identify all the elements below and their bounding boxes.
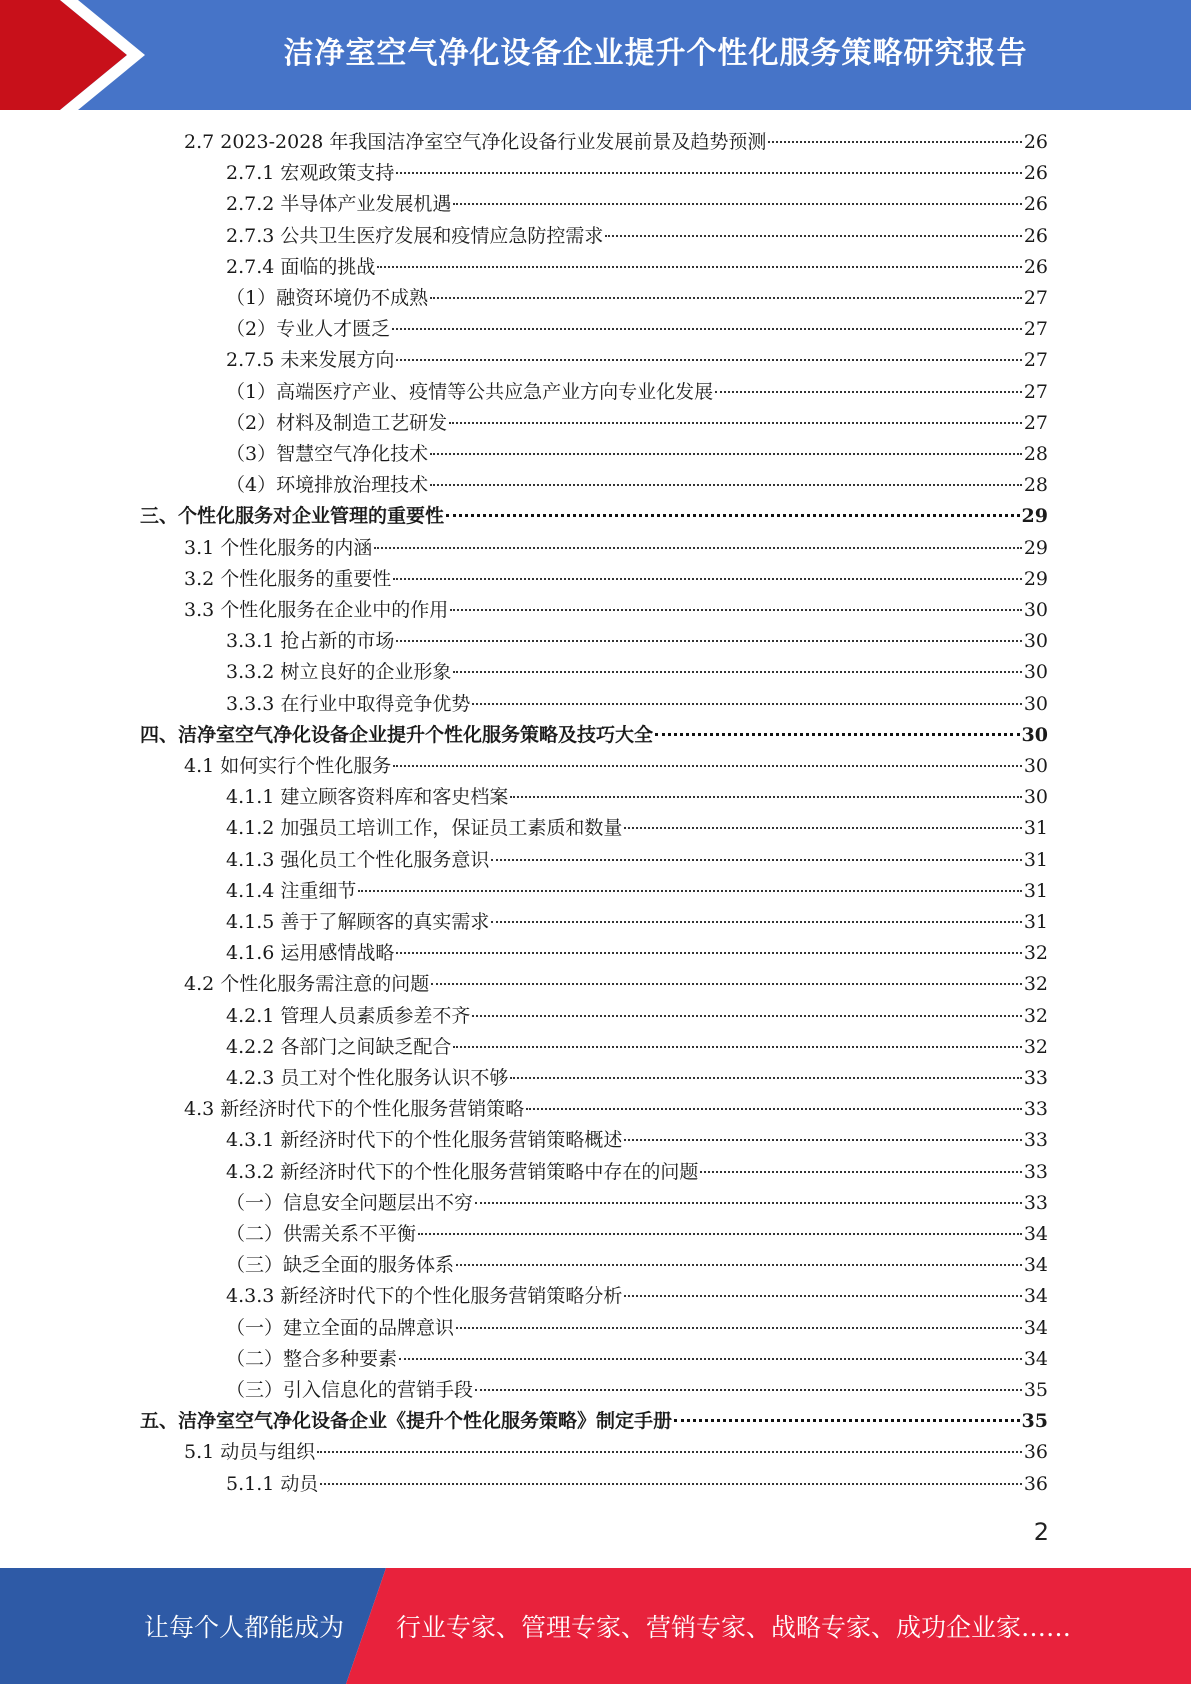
header-band bbox=[0, 0, 1191, 110]
toc-entry[interactable] bbox=[184, 969, 1048, 1000]
toc-entry-label: 三、个性化服务对企业管理的重要性 bbox=[140, 505, 445, 528]
toc-entry-label: （1）高端医疗产业、疫情等公共应急产业方向专业化发展 bbox=[226, 380, 714, 403]
toc-entry-page: 33 bbox=[1023, 1067, 1048, 1089]
toc-entry-page: 30 bbox=[1023, 661, 1048, 684]
toc-entry[interactable] bbox=[226, 1313, 1048, 1344]
toc-entry[interactable] bbox=[226, 907, 1048, 938]
header-chevron-decoration bbox=[0, 0, 160, 110]
toc-entry-page: 31 bbox=[1023, 848, 1048, 871]
toc-entry-page: 36 bbox=[1023, 1441, 1048, 1464]
toc-entry-label: （1）融资环境仍不成熟 bbox=[226, 287, 429, 309]
toc-entry[interactable] bbox=[226, 1281, 1048, 1312]
toc-entry-label: （三）缺乏全面的服务体系 bbox=[226, 1254, 455, 1277]
toc-entry-label: 4.1.4 注重细节 bbox=[226, 879, 357, 902]
toc-entry[interactable] bbox=[184, 595, 1048, 626]
toc-dot-leader bbox=[655, 733, 1020, 736]
toc-entry-page: 26 bbox=[1023, 224, 1048, 247]
toc-entry-page: 36 bbox=[1023, 1472, 1048, 1495]
toc-entry-label: 5.1 动员与组织 bbox=[184, 1441, 316, 1464]
toc-dot-leader bbox=[453, 203, 1021, 205]
toc-entry[interactable] bbox=[140, 1406, 1048, 1437]
toc-entry-page: 30 bbox=[1023, 786, 1048, 809]
toc-dot-leader bbox=[396, 359, 1021, 361]
toc-entry-page: 32 bbox=[1023, 942, 1048, 965]
toc-entry[interactable] bbox=[226, 813, 1048, 844]
toc-dot-leader bbox=[605, 235, 1021, 237]
toc-entry-label: 3.3 个性化服务在企业中的作用 bbox=[184, 599, 449, 621]
toc-entry-label: 3.1 个性化服务的内涵 bbox=[184, 536, 373, 559]
toc-entry-label: 4.1.1 建立顾客资料库和客史档案 bbox=[226, 786, 509, 809]
toc-entry-label: 4.1.5 善于了解顾客的真实需求 bbox=[226, 911, 490, 933]
toc-dot-leader bbox=[396, 172, 1021, 174]
toc-entry[interactable] bbox=[184, 1094, 1048, 1125]
toc-entry-page: 29 bbox=[1023, 567, 1048, 590]
toc-entry-label: （2）材料及制造工艺研发 bbox=[226, 411, 448, 434]
toc-entry-label: 2.7 2023-2028 年我国洁净室空气净化设备行业发展前景及趋势预测 bbox=[184, 131, 767, 153]
toc-entry-page: 28 bbox=[1023, 443, 1048, 465]
toc-entry[interactable] bbox=[226, 470, 1048, 501]
toc-entry-page: 26 bbox=[1023, 131, 1048, 153]
toc-dot-leader bbox=[453, 671, 1021, 673]
page-number: 2 bbox=[1033, 1518, 1049, 1546]
toc-dot-leader bbox=[399, 1358, 1022, 1360]
toc-dot-leader bbox=[430, 484, 1022, 486]
toc-entry[interactable] bbox=[226, 283, 1048, 314]
toc-entry[interactable] bbox=[226, 377, 1048, 408]
toc-dot-leader bbox=[472, 1015, 1021, 1017]
toc-entry-page: 26 bbox=[1023, 162, 1048, 185]
toc-entry[interactable] bbox=[226, 782, 1048, 813]
toc-entry[interactable] bbox=[226, 657, 1048, 688]
toc-entry-label: （4）环境排放治理技术 bbox=[226, 474, 429, 497]
toc-dot-leader bbox=[418, 1233, 1022, 1235]
toc-dot-leader bbox=[320, 1483, 1021, 1485]
toc-entry-page: 30 bbox=[1021, 723, 1048, 746]
footer-slogan-left: 让每个人都能成为 bbox=[144, 1613, 345, 1642]
toc-entry-label: 4.3.2 新经济时代下的个性化服务营销策略中存在的问题 bbox=[226, 1160, 699, 1183]
toc-entry-page: 27 bbox=[1023, 411, 1048, 434]
toc-entry-page: 32 bbox=[1023, 1004, 1048, 1027]
toc-dot-leader bbox=[715, 391, 1022, 393]
toc-entry-label: 2.7.2 半导体产业发展机遇 bbox=[226, 193, 452, 216]
footer-slogan-right: 行业专家、管理专家、营销专家、战略专家、成功企业家…… bbox=[396, 1613, 1072, 1642]
toc-entry-label: 4.2.1 管理人员素质参差不齐 bbox=[226, 1004, 471, 1027]
toc-dot-leader bbox=[526, 1108, 1022, 1110]
toc-entry-page: 34 bbox=[1023, 1285, 1048, 1308]
toc-entry-label: 4.1.6 运用感情战略 bbox=[226, 942, 395, 965]
toc-dot-leader bbox=[624, 1139, 1021, 1141]
toc-entry-label: （二）整合多种要素 bbox=[226, 1347, 398, 1370]
toc-entry-label: （二）供需关系不平衡 bbox=[226, 1223, 417, 1245]
toc-entry-page: 33 bbox=[1023, 1098, 1048, 1121]
toc-entry[interactable] bbox=[226, 1001, 1048, 1032]
toc-entry-page: 32 bbox=[1023, 1035, 1048, 1058]
toc-dot-leader bbox=[396, 640, 1021, 642]
toc-entry-page: 26 bbox=[1023, 255, 1048, 278]
toc-entry-label: 4.2.2 各部门之间缺乏配合 bbox=[226, 1035, 452, 1058]
toc-entry-label: 四、洁净室空气净化设备企业提升个性化服务策略及技巧大全 bbox=[140, 723, 654, 746]
toc-entry-page: 34 bbox=[1023, 1254, 1048, 1277]
toc-entry-page: 34 bbox=[1023, 1347, 1048, 1370]
toc-entry[interactable] bbox=[226, 689, 1048, 720]
toc-entry-page: 27 bbox=[1023, 380, 1048, 403]
toc-entry[interactable] bbox=[184, 1437, 1048, 1468]
toc-entry[interactable] bbox=[226, 252, 1048, 283]
toc-entry-label: 4.1.2 加强员工培训工作，保证员工素质和数量 bbox=[226, 817, 623, 840]
toc-entry-label: （3）智慧空气净化技术 bbox=[226, 443, 429, 465]
toc-entry-page: 30 bbox=[1023, 755, 1048, 777]
toc-entry-label: （一）建立全面的品牌意识 bbox=[226, 1316, 455, 1339]
toc-entry[interactable] bbox=[226, 189, 1048, 220]
toc-entry-label: 4.1.3 强化员工个性化服务意识 bbox=[226, 848, 490, 871]
toc-dot-leader bbox=[430, 453, 1022, 455]
toc-entry[interactable] bbox=[226, 1188, 1048, 1219]
toc-dot-leader bbox=[456, 1327, 1022, 1329]
toc-entry-page: 29 bbox=[1021, 505, 1048, 528]
toc-entry-label: 2.7.1 宏观政策支持 bbox=[226, 162, 395, 185]
toc-entry-label: （三）引入信息化的营销手段 bbox=[226, 1379, 474, 1401]
toc-entry-page: 31 bbox=[1023, 879, 1048, 902]
toc-entry-page: 26 bbox=[1023, 193, 1048, 216]
toc-entry-label: 4.3.3 新经济时代下的个性化服务营销策略分析 bbox=[226, 1285, 623, 1308]
toc-entry-page: 28 bbox=[1023, 474, 1048, 497]
toc-dot-leader bbox=[317, 1451, 1022, 1453]
toc-entry-label: 2.7.3 公共卫生医疗发展和疫情应急防控需求 bbox=[226, 224, 604, 247]
toc-dot-leader bbox=[768, 141, 1021, 143]
toc-dot-leader bbox=[510, 1077, 1021, 1079]
toc-entry-page: 29 bbox=[1023, 536, 1048, 559]
toc-entry[interactable] bbox=[226, 1250, 1048, 1281]
toc-dot-leader bbox=[456, 1264, 1022, 1266]
toc-entry-page: 34 bbox=[1023, 1316, 1048, 1339]
toc-entry-page: 35 bbox=[1021, 1410, 1048, 1433]
toc-entry-label: 3.3.2 树立良好的企业形象 bbox=[226, 661, 452, 684]
toc-entry[interactable] bbox=[226, 314, 1048, 345]
toc-entry-page: 31 bbox=[1023, 911, 1048, 933]
toc-entry[interactable] bbox=[184, 127, 1048, 158]
toc-entry-label: 4.1 如何实行个性化服务 bbox=[184, 755, 392, 777]
toc-entry[interactable] bbox=[226, 221, 1048, 252]
toc-entry[interactable] bbox=[184, 564, 1048, 595]
toc-entry-label: （一）信息安全问题层出不穷 bbox=[226, 1191, 474, 1214]
toc-entry-label: 3.2 个性化服务的重要性 bbox=[184, 567, 392, 590]
toc-entry-page: 30 bbox=[1023, 599, 1048, 621]
toc-dot-leader bbox=[624, 1295, 1021, 1297]
toc-entry[interactable] bbox=[226, 1125, 1048, 1156]
toc-dot-leader bbox=[430, 297, 1022, 299]
toc-entry[interactable] bbox=[226, 439, 1048, 470]
toc-entry[interactable] bbox=[226, 1375, 1048, 1406]
toc-entry-label: 4.2.3 员工对个性化服务认识不够 bbox=[226, 1067, 509, 1089]
footer-banner bbox=[0, 1568, 1191, 1684]
toc-dot-leader bbox=[377, 266, 1021, 268]
toc-dot-leader bbox=[446, 514, 1020, 517]
toc-dot-leader bbox=[431, 983, 1022, 985]
toc-dot-leader bbox=[396, 952, 1021, 954]
toc-entry[interactable] bbox=[226, 938, 1048, 969]
toc-entry[interactable] bbox=[226, 876, 1048, 907]
toc-entry[interactable] bbox=[226, 1157, 1048, 1188]
toc-entry[interactable] bbox=[226, 345, 1048, 376]
toc-entry[interactable] bbox=[226, 1063, 1048, 1094]
toc-entry-label: 4.3 新经济时代下的个性化服务营销策略 bbox=[184, 1098, 525, 1121]
toc-entry-page: 33 bbox=[1023, 1191, 1048, 1214]
toc-entry-page: 32 bbox=[1023, 973, 1048, 996]
report-title: 洁净室空气净化设备企业提升个性化服务策略研究报告 bbox=[283, 36, 1028, 71]
toc-dot-leader bbox=[475, 1202, 1022, 1204]
toc-entry-page: 35 bbox=[1023, 1379, 1048, 1401]
toc-dot-leader bbox=[624, 827, 1021, 829]
toc-entry[interactable] bbox=[226, 1469, 1048, 1500]
toc-entry-label: （2）专业人才匮乏 bbox=[226, 318, 391, 341]
toc-entry-page: 34 bbox=[1023, 1223, 1048, 1245]
toc-entry-label: 4.3.1 新经济时代下的个性化服务营销策略概述 bbox=[226, 1129, 623, 1152]
toc-entry-page: 33 bbox=[1023, 1129, 1048, 1152]
toc-dot-leader bbox=[374, 547, 1022, 549]
toc-dot-leader bbox=[491, 859, 1021, 861]
toc-entry[interactable] bbox=[140, 720, 1048, 751]
toc-dot-leader bbox=[700, 1171, 1021, 1173]
toc-entry-page: 27 bbox=[1023, 318, 1048, 341]
toc-entry-page: 27 bbox=[1023, 349, 1048, 372]
toc-entry[interactable] bbox=[140, 501, 1048, 532]
toc-entry[interactable] bbox=[184, 533, 1048, 564]
toc-dot-leader bbox=[358, 890, 1021, 892]
toc-dot-leader bbox=[472, 703, 1021, 705]
toc-dot-leader bbox=[453, 1046, 1021, 1048]
toc-entry[interactable] bbox=[226, 1344, 1048, 1375]
toc-entry-label: 4.2 个性化服务需注意的问题 bbox=[184, 973, 430, 996]
toc-entry[interactable] bbox=[184, 751, 1048, 782]
toc-entry-page: 30 bbox=[1023, 692, 1048, 715]
toc-entry[interactable] bbox=[226, 1032, 1048, 1063]
toc-entry-page: 30 bbox=[1023, 630, 1048, 653]
toc-dot-leader bbox=[393, 765, 1022, 767]
toc-entry-page: 31 bbox=[1023, 817, 1048, 840]
toc-dot-leader bbox=[450, 609, 1022, 611]
toc-dot-leader bbox=[674, 1419, 1020, 1422]
toc-entry[interactable] bbox=[226, 1219, 1048, 1250]
toc-entry[interactable] bbox=[226, 626, 1048, 657]
toc-dot-leader bbox=[449, 422, 1022, 424]
toc-dot-leader bbox=[392, 328, 1022, 330]
toc-dot-leader bbox=[475, 1389, 1022, 1391]
toc-entry-label: 2.7.4 面临的挑战 bbox=[226, 255, 376, 278]
toc-dot-leader bbox=[491, 921, 1021, 923]
toc-entry-label: 五、洁净室空气净化设备企业《提升个性化服务策略》制定手册 bbox=[140, 1410, 673, 1433]
toc-dot-leader bbox=[510, 796, 1021, 798]
toc-entry-label: 3.3.1 抢占新的市场 bbox=[226, 630, 395, 653]
toc-entry-page: 33 bbox=[1023, 1160, 1048, 1183]
toc-entry-label: 5.1.1 动员 bbox=[226, 1472, 319, 1495]
toc-entry[interactable] bbox=[226, 408, 1048, 439]
toc-dot-leader bbox=[393, 578, 1022, 580]
toc-entry-label: 2.7.5 未来发展方向 bbox=[226, 349, 395, 372]
toc-entry-label: 3.3.3 在行业中取得竞争优势 bbox=[226, 692, 471, 715]
toc-entry-page: 27 bbox=[1023, 287, 1048, 309]
toc-entry[interactable] bbox=[226, 845, 1048, 876]
toc-entry[interactable] bbox=[226, 158, 1048, 189]
